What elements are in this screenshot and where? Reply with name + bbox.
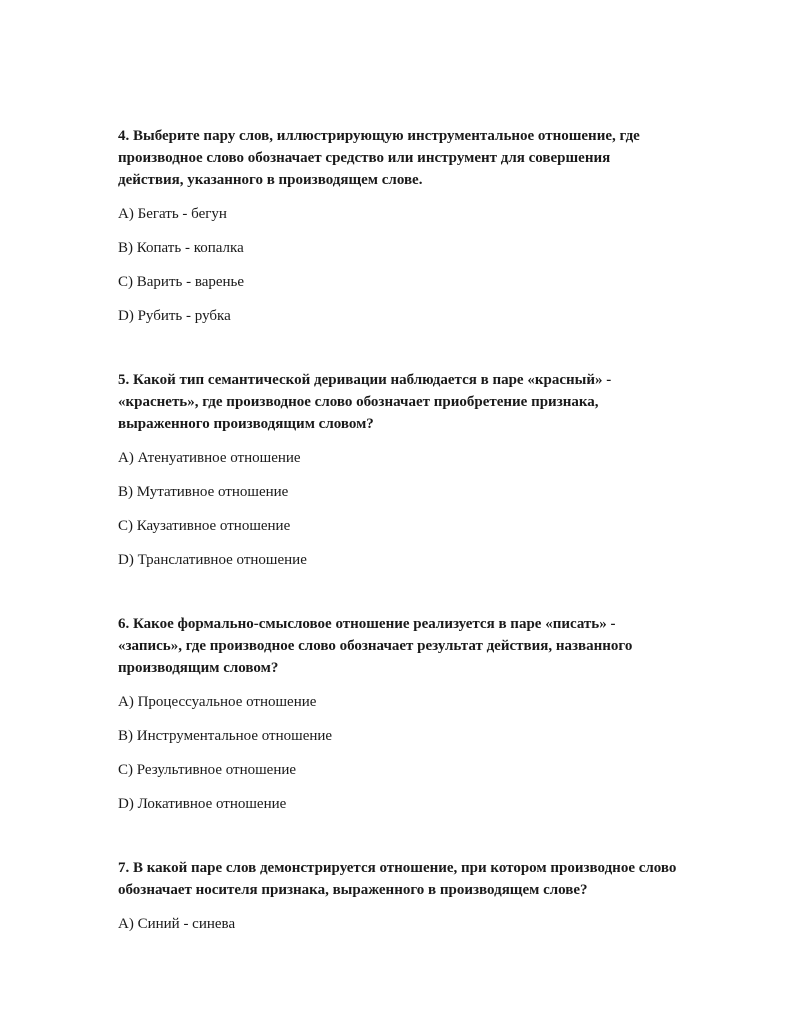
answer-option-a: A) Атенуативное отношение	[118, 450, 301, 466]
answer-option-d: D) Рубить - рубка	[118, 308, 231, 324]
answer-option-c: C) Варить - варенье	[118, 274, 245, 290]
question-text: 5. Какой тип семантической деривации наблюдается в паре «красный» - «краснеть», где производное слово обозначает приобретение признака, выраженного производящим словом?	[118, 372, 612, 432]
question-text: 4. Выберите пару слов, иллюстрирующую инструментальное отношение, где производное слово обозначает средство или инструмент для совершения действия, указанного в производящем слове.	[118, 128, 640, 188]
question-5	[118, 369, 678, 583]
answer-option-b: B) Копать - копалка	[118, 240, 244, 256]
answer-option-b: B) Мутативное отношение	[118, 484, 289, 500]
answer-option-a: A) Бегать - бегун	[118, 206, 227, 222]
question-text: 7. В какой паре слов демонстрируется отношение, при котором производное слово обозначает носителя признака, выраженного в производящем слове?	[118, 860, 677, 898]
answer-option-c: C) Результивное отношение	[118, 762, 297, 778]
question-6	[118, 613, 678, 827]
question-7	[118, 857, 678, 947]
question-text: 6. Какое формально-смысловое отношение реализуется в паре «писать» - «запись», где производное слово обозначает результат действия, названного производящим словом?	[118, 616, 633, 676]
question-4	[118, 125, 678, 339]
answer-option-d: D) Локативное отношение	[118, 796, 287, 812]
answer-option-a: A) Процессуальное отношение	[118, 694, 317, 710]
answer-option-d: D) Транслативное отношение	[118, 552, 307, 568]
answer-option-b: B) Инструментальное отношение	[118, 728, 333, 744]
answer-option-a: A) Синий - синева	[118, 916, 236, 932]
answer-option-c: C) Каузативное отношение	[118, 518, 291, 534]
